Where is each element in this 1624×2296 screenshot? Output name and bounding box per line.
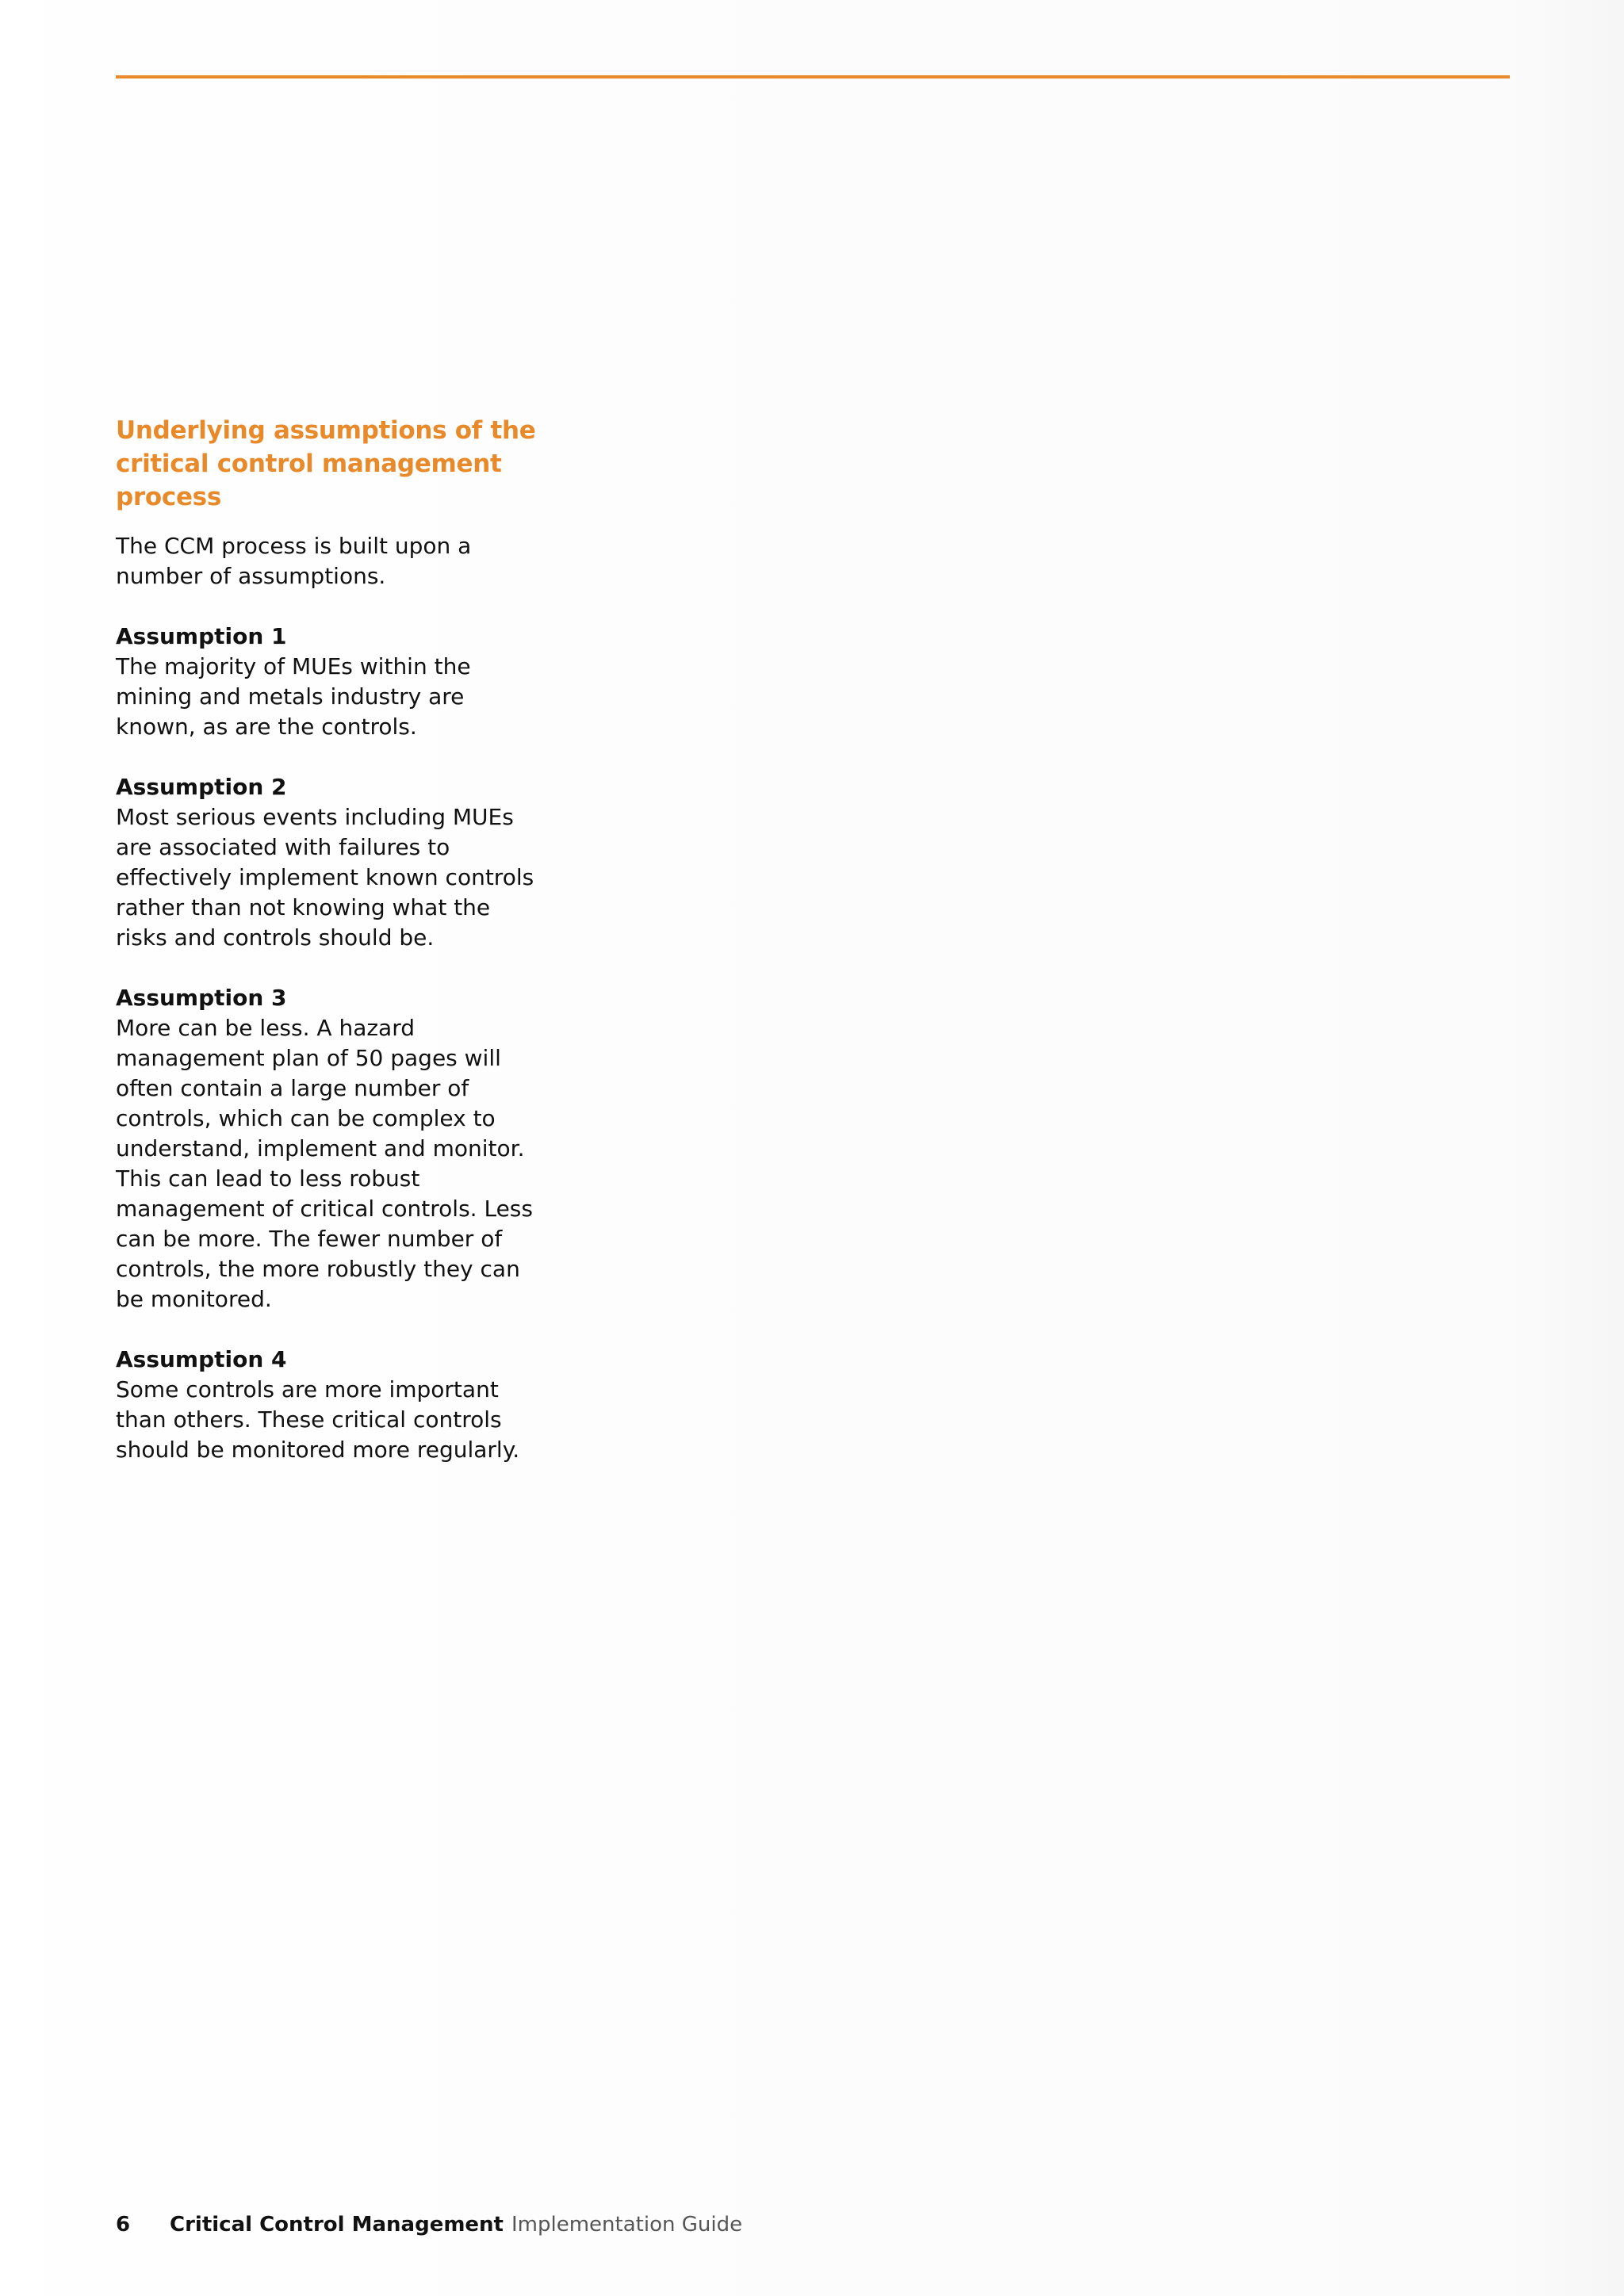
- assumption-title: Assumption 1: [116, 623, 287, 649]
- footer-title: Critical Control Management: [170, 2213, 504, 2237]
- assumption-3: [116, 983, 560, 1314]
- section-intro: The CCM process is built upon a number of assumptions.: [116, 533, 472, 589]
- assumption-4: [116, 1345, 560, 1465]
- assumption-text: The majority of MUEs within the mining and metals industry are known, as are the controls.: [116, 653, 471, 740]
- section-heading: Underlying assumptions of the critical control management process: [116, 416, 536, 511]
- assumption-title: Assumption 3: [116, 985, 287, 1011]
- assumption-text: Some controls are more important than others. These critical controls should be monitored more regularly.: [116, 1376, 520, 1463]
- assumption-text: More can be less. A hazard management plan of 50 pages will often contain a large number of controls, which can be complex to understand, implement and monitor. This can lead to less robust management of critical controls. Less can be more. The fewer number of controls, the more robustly they can be monitored.: [116, 1015, 533, 1312]
- header-divider: [116, 75, 1510, 78]
- assumption-title: Assumption 4: [116, 1346, 287, 1372]
- assumption-title: Assumption 2: [116, 774, 287, 800]
- page-footer: [116, 2210, 742, 2239]
- main-content: [116, 414, 560, 1495]
- footer-subtitle: Implementation Guide: [511, 2213, 743, 2237]
- assumption-1: [116, 622, 560, 742]
- assumption-2: [116, 772, 560, 953]
- page-number: 6: [116, 2213, 131, 2237]
- assumption-text: Most serious events including MUEs are associated with failures to effectively implement known controls rather than not knowing what the risks and controls should be.: [116, 804, 534, 951]
